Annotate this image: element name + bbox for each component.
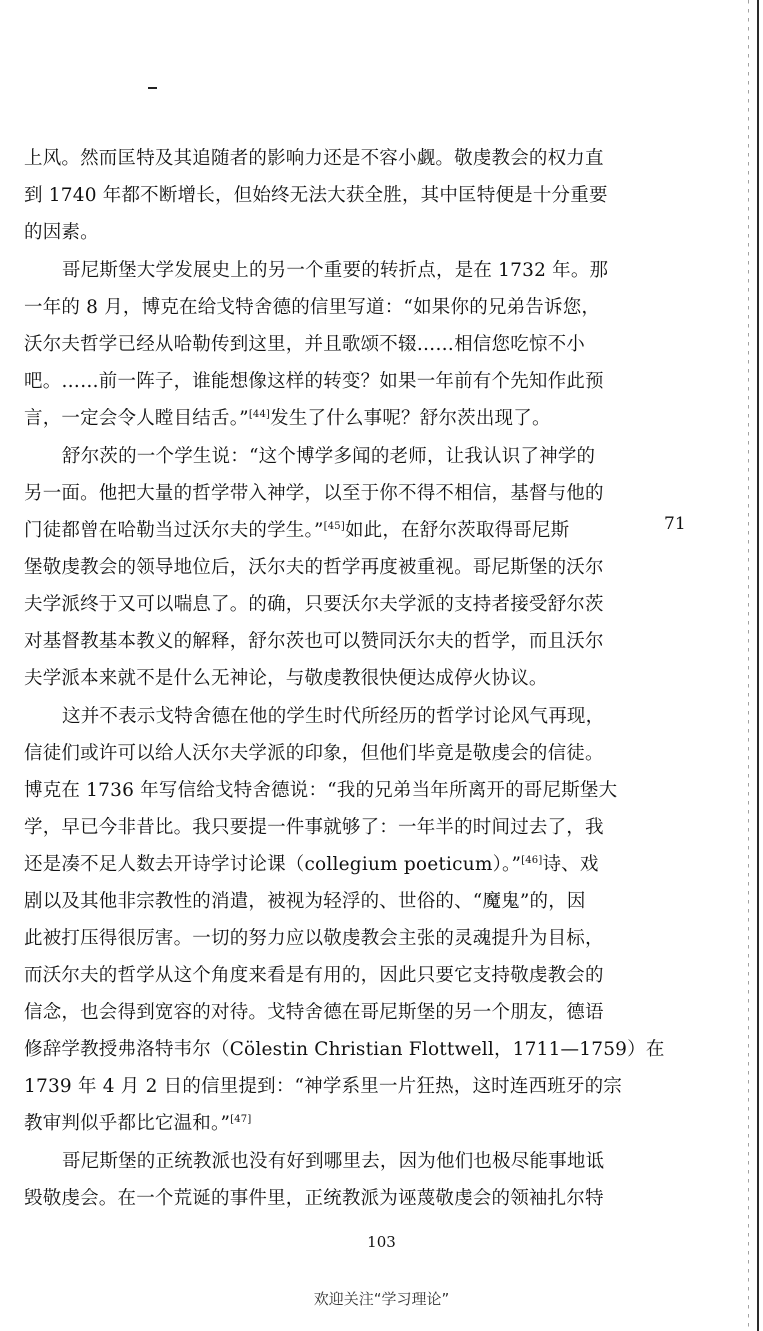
text-line-17: 信徒们或许可以给人沃尔夫学派的印象，但他们毕竟是敬虔会的信徒。 <box>24 743 604 764</box>
footer-watermark-text: 欢迎关注“学习理论” <box>313 1290 450 1308</box>
text-line-24: 信念，也会得到宽容的对待。戈特舍德在哥尼斯堡的另一个朋友，德语 <box>24 1002 604 1023</box>
footnote-ref-47: [47] <box>230 1114 252 1125</box>
footnote-ref-45: [45] <box>323 521 345 532</box>
footnote-ref-46: [46] <box>521 855 543 866</box>
text-line-23: 而沃尔夫的哲学从这个角度来看是有用的，因此只要它支持敬虔教会的 <box>24 965 604 986</box>
text-line-28: 哥尼斯堡的正统教派也没有好到哪里去，因为他们也极尽能事地诋 <box>62 1151 605 1172</box>
text-line-13: 夫学派终于又可以喘息了。的确，只要沃尔夫学派的支持者接受舒尔茨 <box>24 594 604 615</box>
body-text <box>24 140 664 1217</box>
text-line-8: 言，一定会令人瞠目结舌。”[44]发生了什么事呢？舒尔茨出现了。 <box>24 408 551 429</box>
text-line-3: 的因素。 <box>24 222 99 243</box>
text-line-14: 对基督教基本教义的解释，舒尔茨也可以赞同沃尔夫的哲学，而且沃尔 <box>24 631 604 652</box>
text-line-29: 毁敬虔会。在一个荒诞的事件里，正统教派为诬蔑敬虔会的领袖扎尔特 <box>24 1188 604 1209</box>
text-line-25: 修辞学教授弗洛特韦尔（Cölestin Christian Flottwell，1711—1759）在 <box>24 1039 665 1060</box>
top-dash-mark <box>148 87 157 89</box>
text-line-9: 舒尔茨的一个学生说：“这个博学多闻的老师，让我认识了神学的 <box>62 446 596 467</box>
text-line-1: 上风。然而匡特及其追随者的影响力还是不容小觑。敬虔教会的权力直 <box>24 148 604 169</box>
text-line-4: 哥尼斯堡大学发展史上的另一个重要的转折点，是在 1732 年。那 <box>62 260 609 281</box>
text-line-11: 门徒都曾在哈勒当过沃尔夫的学生。”[45]如此，在舒尔茨取得哥尼斯 <box>24 520 570 541</box>
text-line-20: 还是凑不足人数去开诗学讨论课（collegium poeticum）。”[46]诗、戏 <box>24 854 599 875</box>
text-line-18: 博克在 1736 年写信给戈特舍德说：“我的兄弟当年所离开的哥尼斯堡大 <box>24 780 618 801</box>
page-edge-dotted-line <box>748 0 749 1331</box>
text-line-5: 一年的 8 月，博克在给戈特舍德的信里写道：“如果你的兄弟告诉您， <box>24 297 601 318</box>
text-line-27: 教审判似乎都比它温和。”[47] <box>24 1113 252 1134</box>
page-edge-line <box>757 0 759 1331</box>
text-line-15: 夫学派本来就不是什么无神论，与敬虔教很快便达成停火协议。 <box>24 668 548 689</box>
text-line-16: 这并不表示戈特舍德在他的学生时代所经历的哲学讨论风气再现， <box>62 706 605 727</box>
text-line-10: 另一面。他把大量的哲学带入神学，以至于你不得不相信，基督与他的 <box>24 483 604 504</box>
margin-page-number: 71 <box>664 514 686 534</box>
text-line-12: 堡敬虔教会的领导地位后，沃尔夫的哲学再度被重视。哥尼斯堡的沃尔 <box>24 557 604 578</box>
text-line-19: 学，早已今非昔比。我只要提一件事就够了：一年半的时间过去了，我 <box>24 817 604 838</box>
text-line-26: 1739 年 4 月 2 日的信里提到：“神学系里一片狂热，这时连西班牙的宗 <box>24 1076 623 1097</box>
text-line-2: 到 1740 年都不断增长，但始终无法大获全胜，其中匡特便是十分重要 <box>24 185 608 206</box>
footnote-ref-44: [44] <box>248 409 271 420</box>
page-number: 103 <box>367 1233 396 1251</box>
text-line-7: 吧。……前一阵子，谁能想像这样的转变？如果一年前有个先知作此预 <box>24 371 604 392</box>
text-line-6: 沃尔夫哲学已经从哈勒传到这里，并且歌颂不辍……相信您吃惊不小 <box>24 334 586 355</box>
text-line-21: 剧以及其他非宗教性的消遣，被视为轻浮的、世俗的、“魔鬼”的，因 <box>24 891 586 912</box>
text-line-22: 此被打压得很厉害。一切的努力应以敬虔教会主张的灵魂提升为目标， <box>24 928 604 949</box>
